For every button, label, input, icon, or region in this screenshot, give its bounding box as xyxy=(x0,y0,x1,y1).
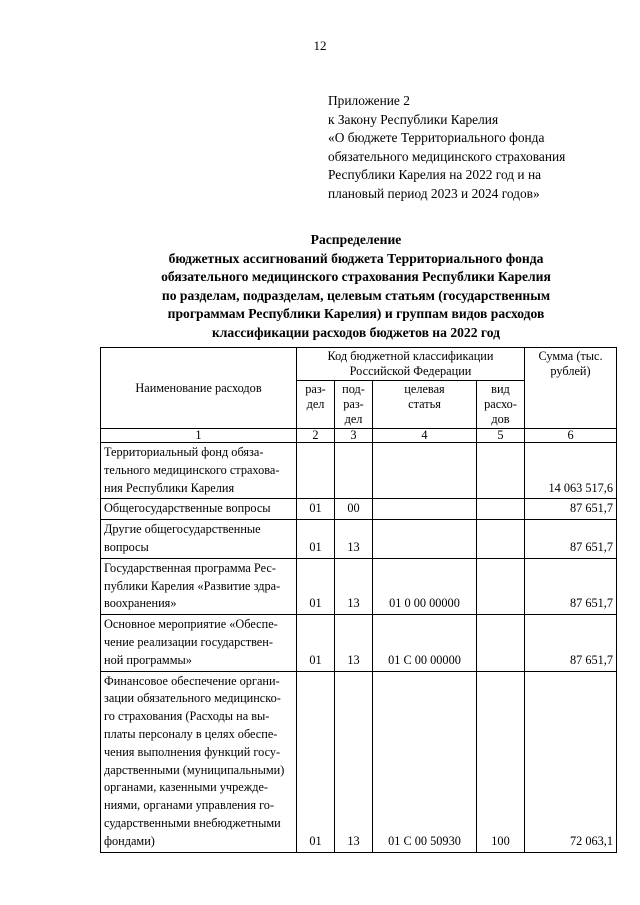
row-section: 01 xyxy=(297,499,335,520)
table-row xyxy=(101,443,617,499)
row-target: 01 С 00 50930 xyxy=(373,671,477,852)
row-target xyxy=(373,499,477,520)
table-row xyxy=(101,520,617,559)
column-number: 6 xyxy=(525,429,617,443)
header-code-group: Код бюджетной классификации Российской Федерации xyxy=(297,348,525,381)
annex-line: обязательного медицинского страхования xyxy=(328,148,566,164)
row-subsection: 00 xyxy=(335,499,373,520)
row-target xyxy=(373,443,477,499)
row-section: 01 xyxy=(297,615,335,671)
row-name: Общегосударственные вопросы xyxy=(101,499,297,520)
row-section: 01 xyxy=(297,558,335,614)
row-name: Финансовое обеспечение органи- зации обязательного медицинско- го страхования (Расходы на вы- платы персоналу в целях обеспе- чения выполнения функций госу- дарственными (муниципальными) органами, казенными учрежде- ниями, органами управления го- сударственными внебюджетными фондами) xyxy=(101,671,297,852)
header-name: Наименование расходов xyxy=(101,348,297,429)
title-line: обязательного медицинского страхования Республики Карелия xyxy=(161,269,551,285)
table-row xyxy=(101,615,617,671)
page-number: 12 xyxy=(313,38,327,53)
row-target xyxy=(373,520,477,559)
header-subsection: под- раз- дел xyxy=(335,381,373,429)
title-line: программам Республики Карелия) и группам видов расходов xyxy=(167,306,545,322)
row-section: 01 xyxy=(297,520,335,559)
header-sum: Сумма (тыс. рублей) xyxy=(525,348,617,429)
row-type xyxy=(477,443,525,499)
annex-line: Приложение 2 xyxy=(328,93,410,108)
row-type xyxy=(477,520,525,559)
row-name: Государственная программа Рес- публики Карелия «Развитие здра- воохранения» xyxy=(101,558,297,614)
annex-line: Республики Карелия на 2022 год и на xyxy=(328,167,542,183)
row-type xyxy=(477,558,525,614)
column-number: 2 xyxy=(297,429,335,443)
row-sum: 87 651,7 xyxy=(525,499,617,520)
document-title xyxy=(96,231,616,343)
row-section xyxy=(297,443,335,499)
table-row xyxy=(101,671,617,852)
row-sum: 87 651,7 xyxy=(525,558,617,614)
column-number: 4 xyxy=(373,429,477,443)
table-row xyxy=(101,499,617,520)
title-line: классификации расходов бюджетов на 2022 год xyxy=(211,324,501,340)
title-line: бюджетных ассигнований бюджета Территориального фонда xyxy=(168,250,544,266)
title-line: по разделам, подразделам, целевым статьям (государственным xyxy=(161,287,551,303)
row-sum: 87 651,7 xyxy=(525,520,617,559)
row-target: 01 С 00 00000 xyxy=(373,615,477,671)
row-name: Основное мероприятие «Обеспе- чение реализации государствен- ной программы» xyxy=(101,615,297,671)
row-target: 01 0 00 00000 xyxy=(373,558,477,614)
header-target: целевая статья xyxy=(373,381,477,429)
table-row xyxy=(101,558,617,614)
column-number: 3 xyxy=(335,429,373,443)
annex-line: к Закону Республики Карелия xyxy=(328,111,499,127)
row-type: 100 xyxy=(477,671,525,852)
row-sum: 87 651,7 xyxy=(525,615,617,671)
budget-table xyxy=(100,347,617,853)
header-type: вид расхо- дов xyxy=(477,381,525,429)
row-name: Другие общегосударственные вопросы xyxy=(101,520,297,559)
row-type xyxy=(477,615,525,671)
row-name: Территориальный фонд обяза- тельного медицинского страхова- ния Республики Карелия xyxy=(101,443,297,499)
row-subsection: 13 xyxy=(335,520,373,559)
row-subsection xyxy=(335,443,373,499)
row-sum: 72 063,1 xyxy=(525,671,617,852)
row-type xyxy=(477,499,525,520)
header-section: раз- дел xyxy=(297,381,335,429)
row-subsection: 13 xyxy=(335,671,373,852)
annex-line: плановый период 2023 и 2024 годов» xyxy=(328,185,540,201)
row-sum: 14 063 517,6 xyxy=(525,443,617,499)
annex-line: «О бюджете Территориального фонда xyxy=(328,130,545,146)
title-line: Распределение xyxy=(310,232,402,247)
row-section: 01 xyxy=(297,671,335,852)
row-subsection: 13 xyxy=(335,558,373,614)
column-number: 1 xyxy=(101,429,297,443)
column-number: 5 xyxy=(477,429,525,443)
row-subsection: 13 xyxy=(335,615,373,671)
annex-block xyxy=(328,92,628,204)
